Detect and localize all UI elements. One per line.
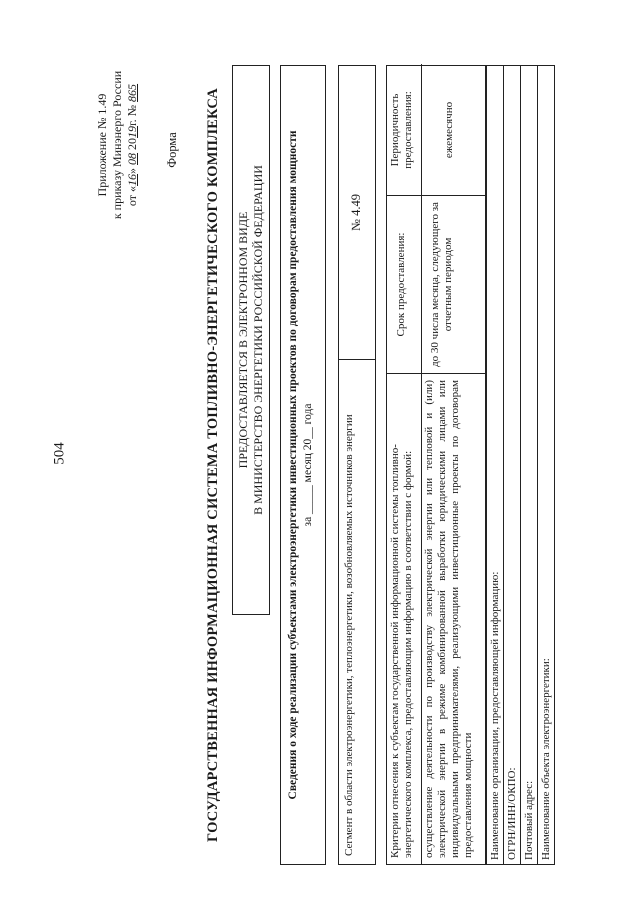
- deadline-header: Срок предоставления:: [395, 232, 407, 337]
- org-field-address-label: Почтовый адрес:: [523, 780, 535, 860]
- submit-line1: ПРЕДОСТАВЛЯЕТСЯ В ЭЛЕКТРОННОМ ВИДЕ: [236, 211, 250, 469]
- criteria-table: [386, 65, 486, 865]
- segment-number: № 4.49: [349, 194, 363, 231]
- form-label: Форма: [165, 132, 179, 168]
- criteria-header: Критерии отнесения к субъектам государственной информационной системы топливно-энергетического комплекса, предоставляющим информацию в соответствии с формой:: [389, 444, 414, 858]
- criteria-text: осуществление деятельности по производству электрической энергии или тепловой и (или) электрической энергии в режиме комбинированной выработки юридическими лицами или индивидуальными предпринимателями, реализующими инвестиционные проекты по договорам предоставления мощности: [423, 380, 474, 858]
- org-field-name-label: Наименование организации, предоставляющей информацию:: [489, 571, 501, 860]
- org-field-ogrn-label: ОГРН/ИНН/ОКПО:: [506, 767, 518, 860]
- criteria-col-divider: [387, 373, 485, 374]
- page-number: 504: [51, 442, 68, 465]
- submit-line2: В МИНИСТЕРСТВО ЭНЕРГЕТИКИ РОССИЙСКОЙ ФЕДЕРАЦИИ: [251, 165, 265, 515]
- segment-divider: [339, 359, 375, 360]
- deadline-value: до 30 числа месяца, следующего за отчетным периодом: [429, 202, 454, 367]
- org-field-address: [520, 65, 538, 865]
- deadline-row-divider: [421, 64, 422, 374]
- segment-box: [338, 65, 376, 865]
- criteria-row-divider: [421, 374, 422, 864]
- document-form: [95, 65, 620, 865]
- appendix-year: 19: [125, 125, 139, 138]
- org-field-object-label: Наименование объекта электроэнергетики:: [540, 658, 552, 860]
- period-col-divider: [387, 195, 485, 196]
- segment-label: Сегмент в области электроэнергетики, теплоэнергетики, возобновляемых источников энергии: [343, 414, 355, 856]
- appendix-line3: от «16» 08 2019г. № 865: [125, 83, 139, 207]
- appendix-month: 08: [125, 152, 139, 165]
- org-field-ogrn: [503, 65, 521, 865]
- appendix-block: [95, 55, 140, 235]
- report-period: за _____ месяц 20__ года: [302, 403, 314, 527]
- report-title-box: [280, 65, 326, 865]
- appendix-day: 16: [125, 173, 139, 186]
- org-field-object: [537, 65, 555, 865]
- appendix-number: 865: [125, 83, 139, 102]
- report-title: Сведения о ходе реализации субъектами электроэнергетики инвестиционных проектов по договорам предоставления мощности: [287, 130, 299, 800]
- period-header: Периодичность предоставления:: [389, 91, 414, 169]
- appendix-line1: Приложение № 1.49: [95, 93, 109, 197]
- appendix-line2: к приказу Минэнерго России: [110, 70, 124, 220]
- submit-box: [232, 65, 270, 615]
- period-value: ежемесячно: [443, 101, 455, 159]
- org-field-name: [486, 65, 504, 865]
- document-title: ГОСУДАРСТВЕННАЯ ИНФОРМАЦИОННАЯ СИСТЕМА ТОПЛИВНО-ЭНЕРГЕТИЧЕСКОГО КОМПЛЕКСА: [205, 88, 221, 842]
